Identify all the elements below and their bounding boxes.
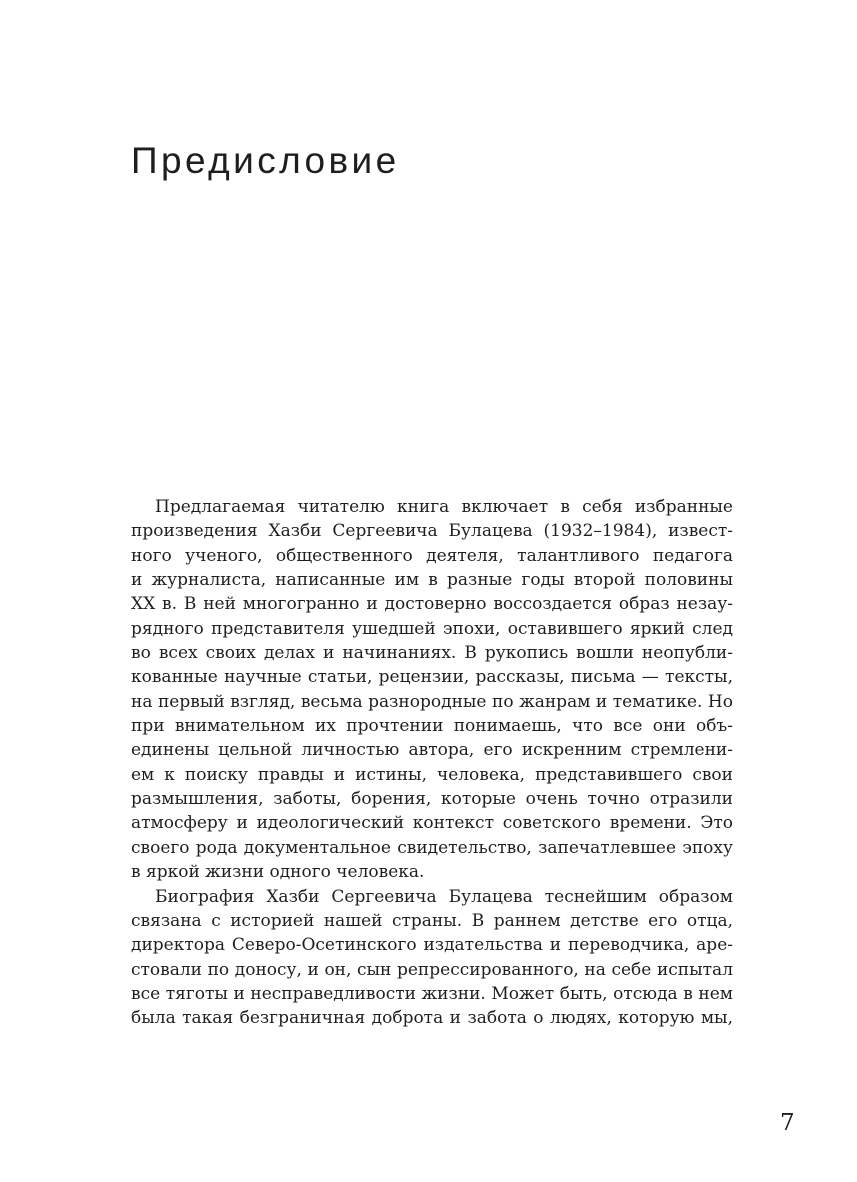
text-line: ного ученого, общественного деятеля, талантливого педагога — [131, 545, 733, 566]
text-line: единены цельной личностью автора, его искренним стремлени- — [131, 740, 733, 761]
text-line: связана с историей нашей страны. В раннем детстве его отца, — [131, 910, 733, 931]
text-line: стовали по доносу, и он, сын репрессированного, на себе испытал — [131, 959, 733, 980]
chapter-title: Предисловие — [131, 140, 400, 181]
text-line: своего рода документальное свидетельство, запечатлевшее эпоху — [131, 837, 733, 858]
text-line: во всех своих делах и начинаниях. В рукопись вошли неопубли- — [131, 643, 733, 664]
text-line: произведения Хазби Сергеевича Булацева (1932–1984), извест- — [131, 521, 733, 542]
text-line: на первый взгляд, весьма разнородные по жанрам и тематике. Но — [131, 691, 733, 712]
text-line: все тяготы и несправедливости жизни. Может быть, отсюда в нем — [131, 983, 733, 1004]
text-line: XX в. В ней многогранно и достоверно воссоздается образ незау- — [131, 594, 733, 615]
paragraph-1 — [131, 495, 733, 885]
text-line: была такая безграничная доброта и забота о людях, которую мы, — [131, 1008, 733, 1029]
text-line: атмосферу и идеологический контекст советского времени. Это — [131, 813, 733, 834]
text-line: размышления, заботы, борения, которые очень точно отразили — [131, 789, 733, 810]
text-line: и журналиста, написанные им в разные годы второй половины — [131, 570, 733, 591]
text-line: рядного представителя ушедшей эпохи, оставившего яркий след — [131, 618, 733, 639]
text-line: в яркой жизни одного человека. — [131, 862, 425, 883]
text-line: при внимательном их прочтении понимаешь, что все они объ- — [131, 716, 733, 737]
text-line: директора Северо-Осетинского издательства и переводчика, аре- — [131, 935, 733, 956]
page-number: 7 — [780, 1110, 795, 1136]
text-line: кованные научные статьи, рецензии, рассказы, письма — тексты, — [131, 667, 733, 688]
text-line: Биография Хазби Сергеевича Булацева теснейшим образом — [155, 886, 733, 907]
text-line: ем к поиску правды и истины, человека, представившего свои — [131, 764, 733, 785]
paragraph-2 — [131, 885, 733, 1031]
body-text — [131, 495, 733, 1031]
text-line: Предлагаемая читателю книга включает в себя избранные — [155, 497, 733, 517]
